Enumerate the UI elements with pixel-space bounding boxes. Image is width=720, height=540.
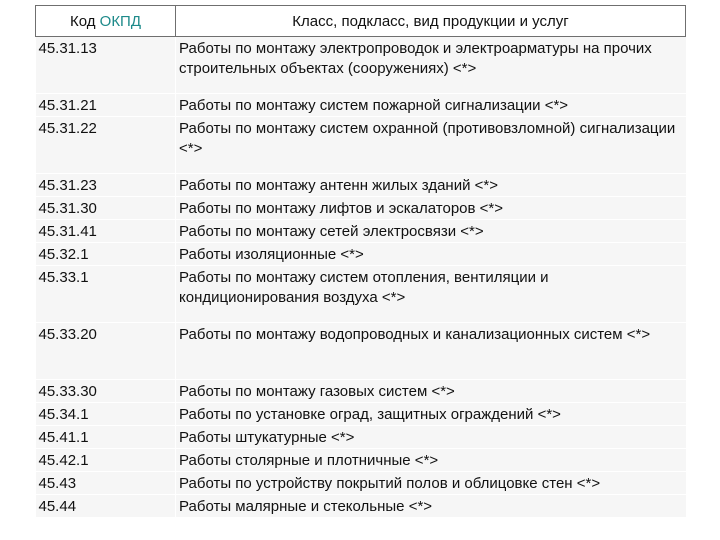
table-row bbox=[36, 472, 686, 495]
table-row bbox=[36, 174, 686, 197]
header-code-prefix: Код bbox=[69, 13, 96, 30]
row-description: Работы штукатурные <*> bbox=[176, 426, 686, 449]
table-row bbox=[36, 380, 686, 403]
row-description: Работы по монтажу лифтов и эскалаторов <*> bbox=[176, 197, 686, 220]
row-description: Работы по монтажу систем пожарной сигнализации <*> bbox=[176, 94, 686, 117]
table-row bbox=[36, 243, 686, 266]
row-description: Работы изоляционные <*> bbox=[176, 243, 686, 266]
row-code: 45.33.30 bbox=[36, 380, 176, 403]
row-code: 45.31.21 bbox=[36, 94, 176, 117]
row-description: Работы малярные и стекольные <*> bbox=[176, 495, 686, 518]
row-code: 45.43 bbox=[36, 472, 176, 495]
table-row bbox=[36, 117, 686, 174]
row-code: 45.33.1 bbox=[36, 266, 176, 323]
table-body bbox=[36, 37, 686, 518]
row-code: 45.31.23 bbox=[36, 174, 176, 197]
row-description: Работы по монтажу антенн жилых зданий <*> bbox=[176, 174, 686, 197]
row-code: 45.32.1 bbox=[36, 243, 176, 266]
row-description: Работы столярные и плотничные <*> bbox=[176, 449, 686, 472]
row-description: Работы по монтажу систем охранной (противовзломной) сигнализации <*> bbox=[176, 117, 686, 174]
row-description: Работы по монтажу электропроводок и электроарматуры на прочих строительных объектах (сооружениях) <*> bbox=[176, 37, 686, 94]
row-code: 45.44 bbox=[36, 495, 176, 518]
table-row bbox=[36, 197, 686, 220]
row-code: 45.34.1 bbox=[36, 403, 176, 426]
table-row bbox=[36, 266, 686, 323]
header-description: Класс, подкласс, вид продукции и услуг bbox=[176, 6, 686, 37]
row-description: Работы по монтажу сетей электросвязи <*> bbox=[176, 220, 686, 243]
row-code: 45.41.1 bbox=[36, 426, 176, 449]
okpd-table bbox=[35, 5, 686, 518]
table-row bbox=[36, 403, 686, 426]
header-code bbox=[36, 6, 176, 37]
table-row bbox=[36, 220, 686, 243]
row-code: 45.31.22 bbox=[36, 117, 176, 174]
row-code: 45.42.1 bbox=[36, 449, 176, 472]
row-description: Работы по монтажу газовых систем <*> bbox=[176, 380, 686, 403]
row-description: Работы по устройству покрытий полов и облицовке стен <*> bbox=[176, 472, 686, 495]
table-row bbox=[36, 37, 686, 94]
row-description: Работы по монтажу водопроводных и канализационных систем <*> bbox=[176, 323, 686, 380]
header-code-accent: ОКПД bbox=[99, 13, 142, 30]
okpd-table-container bbox=[35, 5, 685, 518]
row-description: Работы по установке оград, защитных ограждений <*> bbox=[176, 403, 686, 426]
row-code: 45.31.41 bbox=[36, 220, 176, 243]
row-code: 45.31.30 bbox=[36, 197, 176, 220]
table-header bbox=[36, 6, 686, 37]
table-row bbox=[36, 495, 686, 518]
table-row bbox=[36, 323, 686, 380]
row-description: Работы по монтажу систем отопления, вентиляции и кондиционирования воздуха <*> bbox=[176, 266, 686, 323]
table-row bbox=[36, 94, 686, 117]
table-row bbox=[36, 449, 686, 472]
row-code: 45.31.13 bbox=[36, 37, 176, 94]
table-row bbox=[36, 426, 686, 449]
header-row bbox=[36, 6, 686, 37]
row-code: 45.33.20 bbox=[36, 323, 176, 380]
